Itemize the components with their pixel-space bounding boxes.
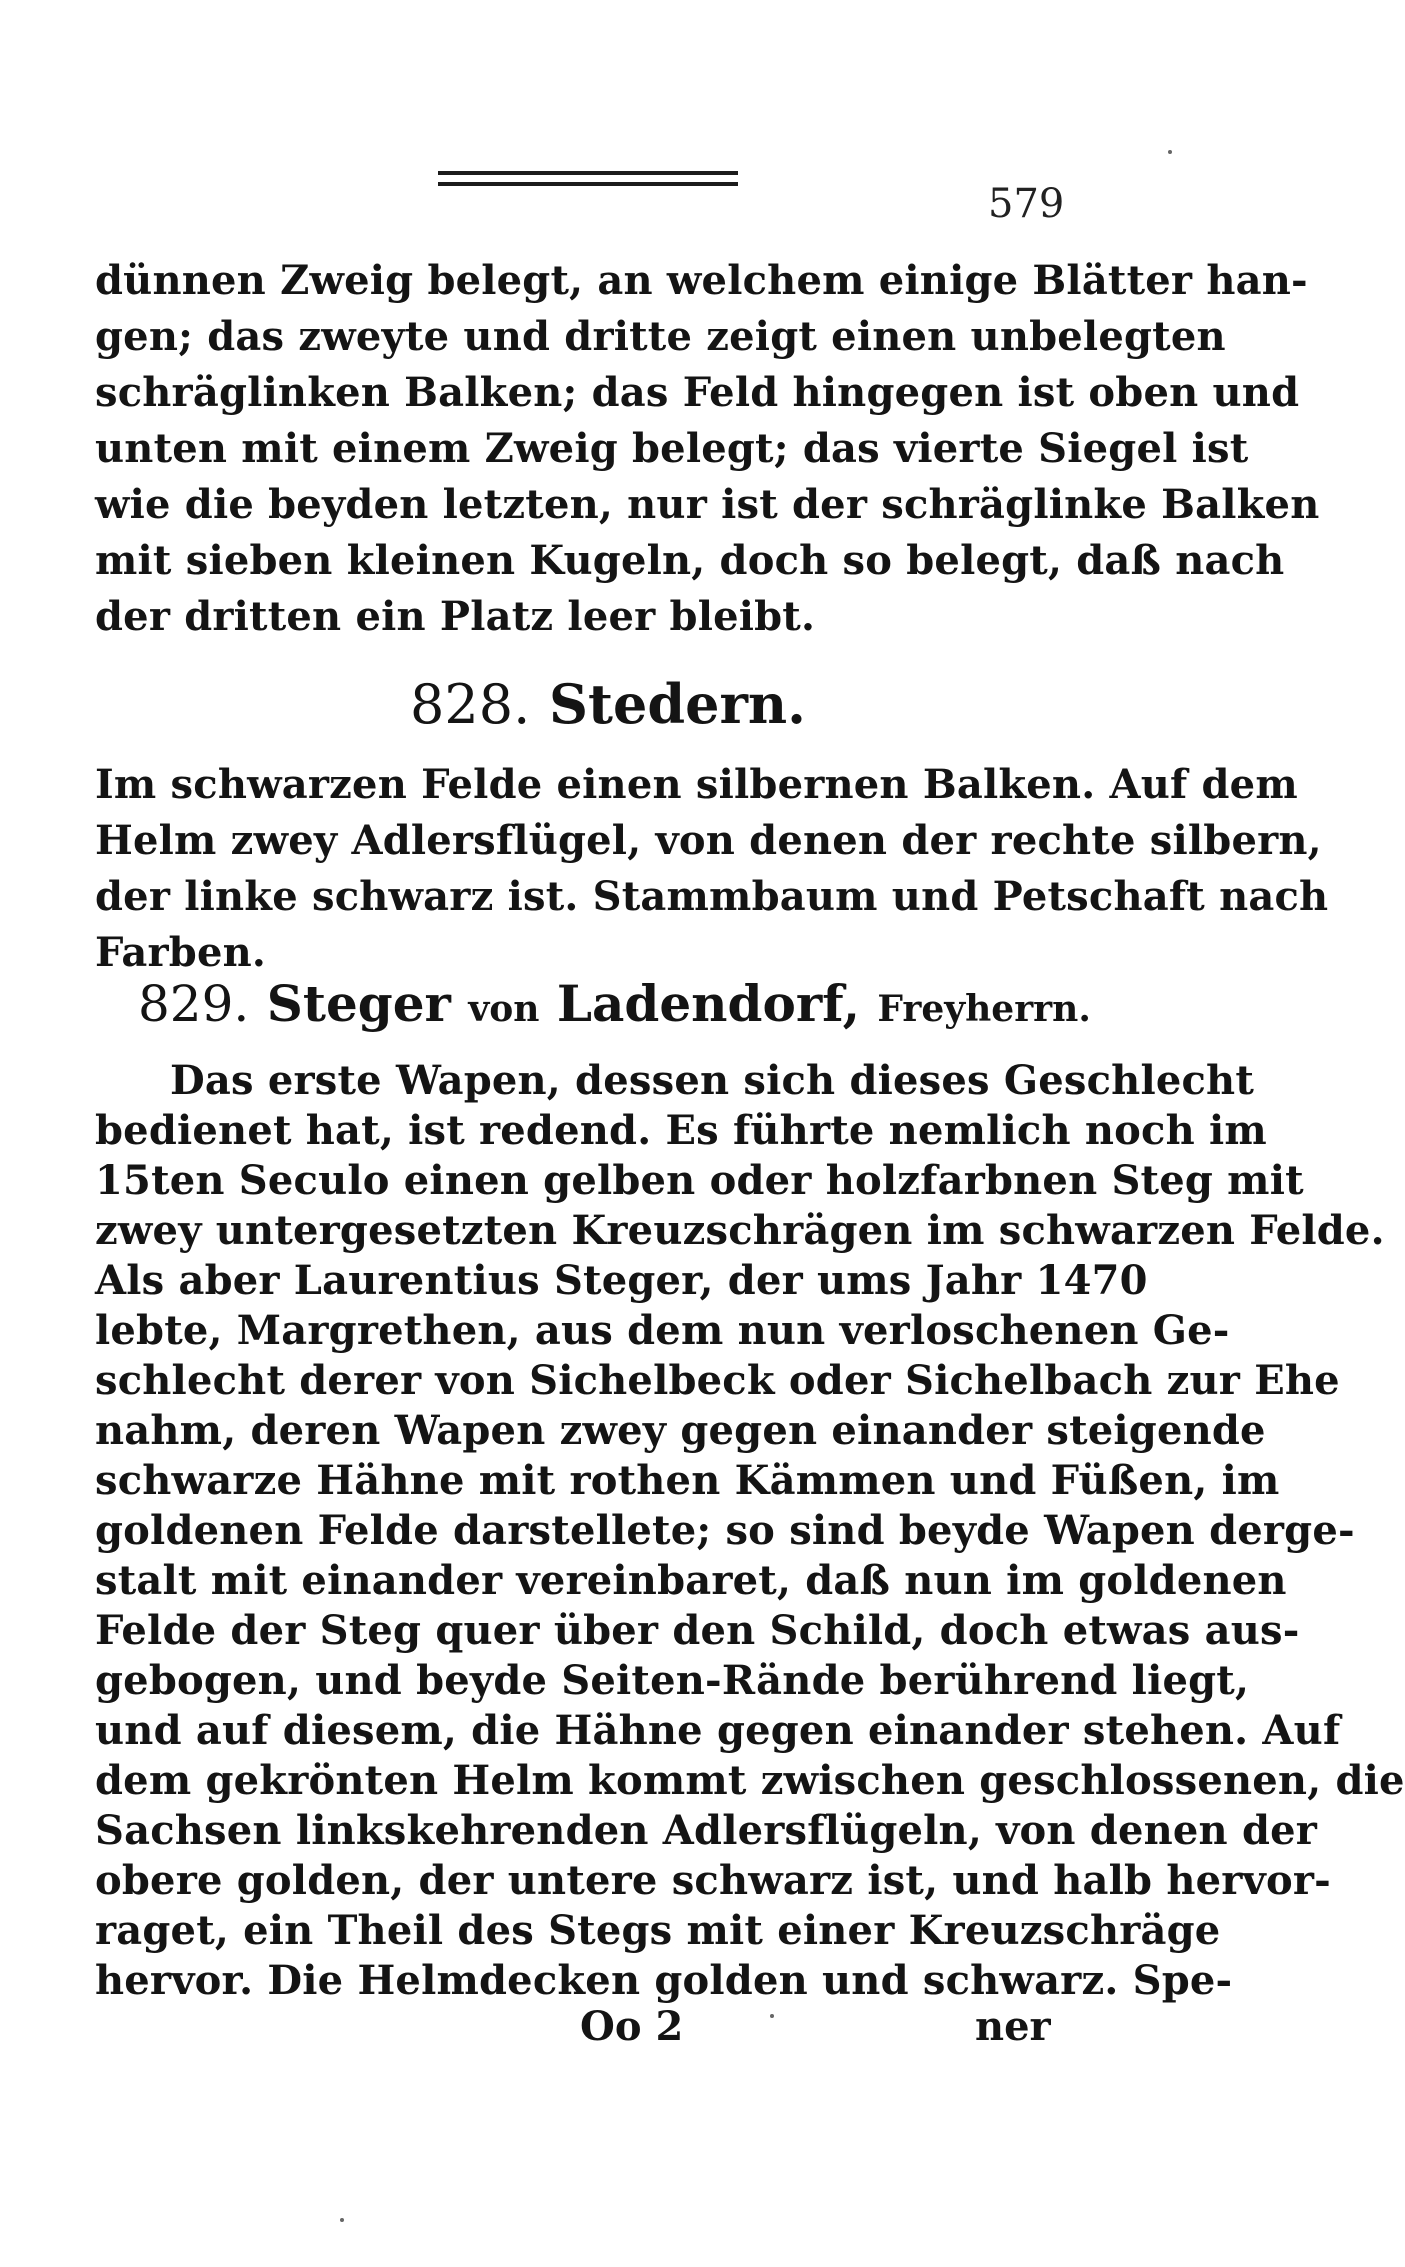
catchword: ner bbox=[975, 2003, 1051, 2050]
text-line: gebogen, und beyde Seiten-Rände berührend liegt, bbox=[95, 1657, 1250, 1704]
text-line: Farben. bbox=[95, 929, 267, 976]
text-line: Helm zwey Adlersflügel, von denen der rechte silbern, bbox=[95, 817, 1322, 864]
text-line: zwey untergesetzten Kreuzschrägen im schwarzen Felde. bbox=[95, 1207, 1385, 1254]
page-number: 579 bbox=[988, 181, 1065, 227]
entry-place: Ladendorf, bbox=[556, 974, 860, 1033]
text-line: Felde der Steg quer über den Schild, doch etwas aus- bbox=[95, 1607, 1300, 1654]
text-line: und auf diesem, die Hähne gegen einander stehen. Auf bbox=[95, 1707, 1341, 1754]
text-line: schlecht derer von Sichelbeck oder Sichelbach zur Ehe bbox=[95, 1357, 1340, 1404]
entry-title: Stedern. bbox=[549, 672, 806, 736]
text-line: schräglinken Balken; das Feld hingegen ist oben und bbox=[95, 369, 1300, 416]
header-rule-top bbox=[438, 171, 738, 175]
text-line: dünnen Zweig belegt, an welchem einige Blätter han- bbox=[95, 257, 1308, 304]
text-line: Im schwarzen Felde einen silbernen Balken. Auf dem bbox=[95, 761, 1298, 808]
text-line: goldenen Felde darstellete; so sind beyde Wapen derge- bbox=[95, 1507, 1355, 1554]
text-line: Sachsen linkskehrenden Adlersflügeln, von denen der bbox=[95, 1807, 1318, 1854]
text-line: raget, ein Theil des Stegs mit einer Kreuzschräge bbox=[95, 1907, 1221, 1954]
entry-rank: Freyherrn. bbox=[877, 988, 1091, 1030]
paper-speck bbox=[1168, 150, 1172, 154]
text-line: unten mit einem Zweig belegt; das vierte Siegel ist bbox=[95, 425, 1249, 472]
text-line: nahm, deren Wapen zwey gegen einander steigende bbox=[95, 1407, 1266, 1454]
text-line: dem gekrönten Helm kommt zwischen geschlossenen, die bbox=[95, 1757, 1405, 1804]
text-line: lebte, Margrethen, aus dem nun verloschenen Ge- bbox=[95, 1307, 1230, 1354]
text-line: der linke schwarz ist. Stammbaum und Petschaft nach bbox=[95, 873, 1329, 920]
entry-connector: von bbox=[468, 988, 540, 1030]
text-line: schwarze Hähne mit rothen Kämmen und Füßen, im bbox=[95, 1457, 1280, 1504]
text-line: obere golden, der untere schwarz ist, und halb hervor- bbox=[95, 1857, 1331, 1904]
text-line: Das erste Wapen, dessen sich dieses Geschlecht bbox=[170, 1057, 1255, 1104]
signature-mark: Oo 2 bbox=[580, 2003, 684, 2050]
text-line: 15ten Seculo einen gelben oder holzfarbnen Steg mit bbox=[95, 1157, 1304, 1204]
text-line: der dritten ein Platz leer bleibt. bbox=[95, 593, 816, 640]
text-line: gen; das zweyte und dritte zeigt einen unbelegten bbox=[95, 313, 1226, 360]
entry-number: 828. bbox=[410, 673, 531, 736]
text-line: Als aber Laurentius Steger, der ums Jahr 1470 bbox=[95, 1257, 1148, 1304]
entry-829-heading bbox=[138, 972, 1091, 1041]
text-line: wie die beyden letzten, nur ist der schräglinke Balken bbox=[95, 481, 1320, 528]
text-line: mit sieben kleinen Kugeln, doch so belegt, daß nach bbox=[95, 537, 1285, 584]
paper-speck bbox=[770, 2014, 774, 2018]
text-line: bedienet hat, ist redend. Es führte nemlich noch im bbox=[95, 1107, 1267, 1154]
paper-speck bbox=[340, 2218, 344, 2222]
header-rule-bottom bbox=[438, 182, 738, 186]
text-line: hervor. Die Helmdecken golden und schwarz. Spe- bbox=[95, 1957, 1233, 2004]
entry-title: Steger bbox=[266, 974, 451, 1033]
entry-number: 829. bbox=[138, 975, 250, 1033]
entry-828-heading bbox=[410, 672, 806, 737]
text-line: stalt mit einander vereinbaret, daß nun im goldenen bbox=[95, 1557, 1287, 1604]
